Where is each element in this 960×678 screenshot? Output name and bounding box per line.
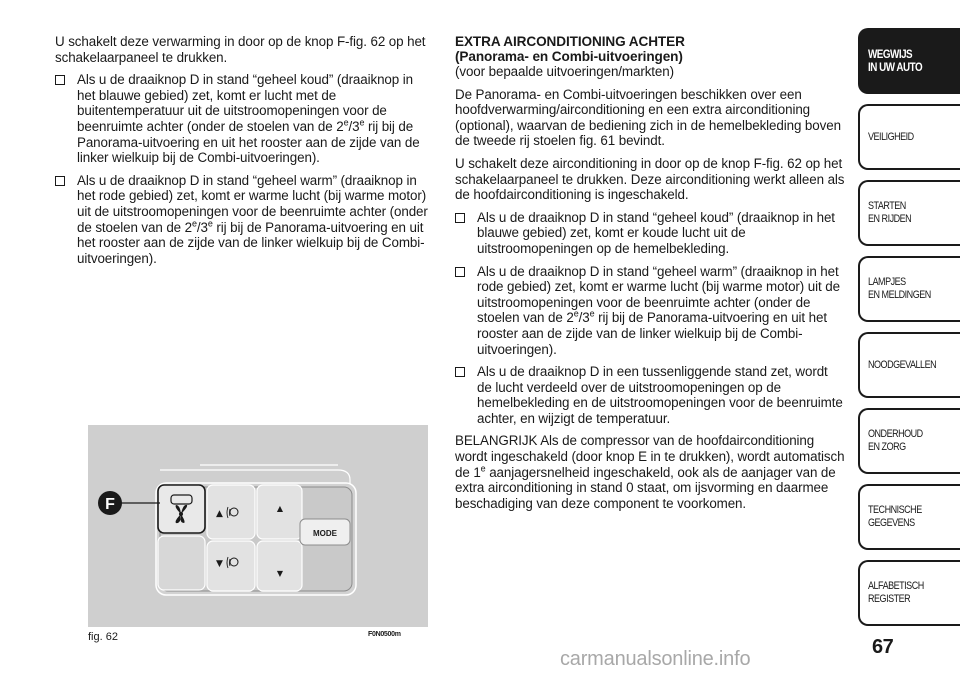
bullet-item: Als u de draaiknop D in stand “geheel warm” (draaiknop in het rode gebied) zet, komt er warme lucht (bij warme motor) uit de uitstroomopeningen voor de beenruimte achter (onder de stoelen van de 2e/3e rij bij de Panorama-uitvoering en uit het rooster aan de zijde van de linker wielkuip bij de Combi-uitvoeringen). bbox=[55, 173, 433, 267]
tab-technische[interactable]: TECHNISCHE GEGEVENS bbox=[858, 484, 960, 550]
up-arrow-icon: ▲ bbox=[216, 509, 223, 519]
bullet-item: Als u de draaiknop D in stand “geheel koud” (draaiknop in het blauwe gebied) zet, komt er koude lucht uit de uitstroomopeningen op de hemelbekleding. bbox=[455, 210, 845, 257]
section-subheading: (Panorama- en Combi-uitvoeringen) bbox=[455, 49, 683, 64]
tab-starten[interactable]: STARTEN EN RIJDEN bbox=[858, 180, 960, 246]
figure-caption: fig. 62 bbox=[88, 631, 118, 643]
figure-code: F0N0500m bbox=[368, 631, 401, 638]
tab-wegwijs[interactable]: WEGWIJS IN UW AUTO bbox=[858, 28, 960, 94]
checkbox-bullet-icon bbox=[455, 267, 465, 277]
watermark: carmanualsonline.info bbox=[560, 648, 751, 670]
intro-paragraph: U schakelt deze verwarming in door op de knop F-fig. 62 op het schakelaarpaneel te drukken. bbox=[55, 34, 426, 65]
temp-down-button[interactable] bbox=[207, 541, 255, 591]
down-button[interactable] bbox=[257, 541, 302, 591]
figure-62 bbox=[88, 425, 428, 627]
up-arrow-icon: ▲ bbox=[276, 504, 284, 513]
tab-alfabetisch[interactable]: ALFABETISCH REGISTER bbox=[858, 560, 960, 626]
left-column bbox=[55, 34, 433, 273]
fan-button[interactable] bbox=[158, 485, 205, 533]
page-number: 67 bbox=[872, 636, 894, 658]
checkbox-bullet-icon bbox=[55, 176, 65, 186]
tab-onderhoud[interactable]: ONDERHOUD EN ZORG bbox=[858, 408, 960, 474]
bullet-item: Als u de draaiknop D in stand “geheel warm” (draaiknop in het rode gebied) zet, komt er warme lucht (bij warme motor) uit de uitstroomopeningen voor de beenruimte achter (onder de stoelen van de 2e/3e rij bij de Panorama-uitvoering en uit het rooster aan de zijde van de linker wielkuip bij de Combi-uitvoeringen). bbox=[455, 264, 845, 358]
callout-label: F bbox=[105, 496, 115, 513]
bullet-item: Als u de draaiknop D in een tussenliggende stand zet, wordt de lucht verdeeld over de uitstroomopeningen op de hemelbekleding en de uitstroomopeningen voor de beenruimte achter, en wijzigt de temperatuur. bbox=[455, 364, 845, 426]
markets-note: (voor bepaalde uitvoeringen/markten) bbox=[455, 64, 674, 79]
down-arrow-icon: ▼ bbox=[276, 569, 284, 578]
section-heading: EXTRA AIRCONDITIONING ACHTER bbox=[455, 34, 685, 49]
checkbox-bullet-icon bbox=[455, 213, 465, 223]
checkbox-bullet-icon bbox=[455, 367, 465, 377]
temp-up-button[interactable] bbox=[207, 485, 255, 539]
right-column bbox=[455, 34, 845, 518]
paragraph: De Panorama- en Combi-uitvoeringen beschikken over een hoofdverwarming/airconditioning en een extra airconditioning (optional), waarvan de bediening zich in de hemelbekleding boven de tweede rij stoelen fig. 61 bevindt. bbox=[455, 86, 841, 149]
switch-panel-illustration bbox=[88, 425, 428, 627]
tab-lampjes[interactable]: LAMPJES EN MELDINGEN bbox=[858, 256, 960, 322]
mode-label: MODE bbox=[313, 529, 337, 538]
tab-veiligheid[interactable]: VEILIGHEID bbox=[858, 104, 960, 170]
paragraph: U schakelt deze airconditioning in door op de knop F-fig. 62 op het schakelaarpaneel te drukken. Deze airconditioning werkt alleen als de hoofdairconditioning is ingeschakeld. bbox=[455, 155, 845, 203]
tab-noodgevallen[interactable]: NOODGEVALLEN bbox=[858, 332, 960, 398]
bullet-item: Als u de draaiknop D in stand “geheel koud” (draaiknop in het blauwe gebied) zet, komt er lucht met de buitentemperatuur uit de uitstroomopeningen voor de beenruimte achter (onder de stoelen van de 2e/3e rij bij de Panorama-uitvoering en uit het rooster aan de zijde van de linker wielkuip bij de Combi-uitvoeringen). bbox=[55, 72, 433, 166]
down-arrow-icon: ▼ bbox=[216, 559, 223, 569]
important-note: BELANGRIJK Als de compressor van de hoofdairconditioning wordt ingeschakeld (door knop E in te drukken), wordt automatisch de 1e aanjagersnelheid ingeschakeld, ook als de aanjager van de extra airconditioning in stand 0 staat, om ijsvorming en daarmee beschadiging van deze component te voorkomen. bbox=[455, 433, 845, 511]
checkbox-bullet-icon bbox=[55, 75, 65, 85]
